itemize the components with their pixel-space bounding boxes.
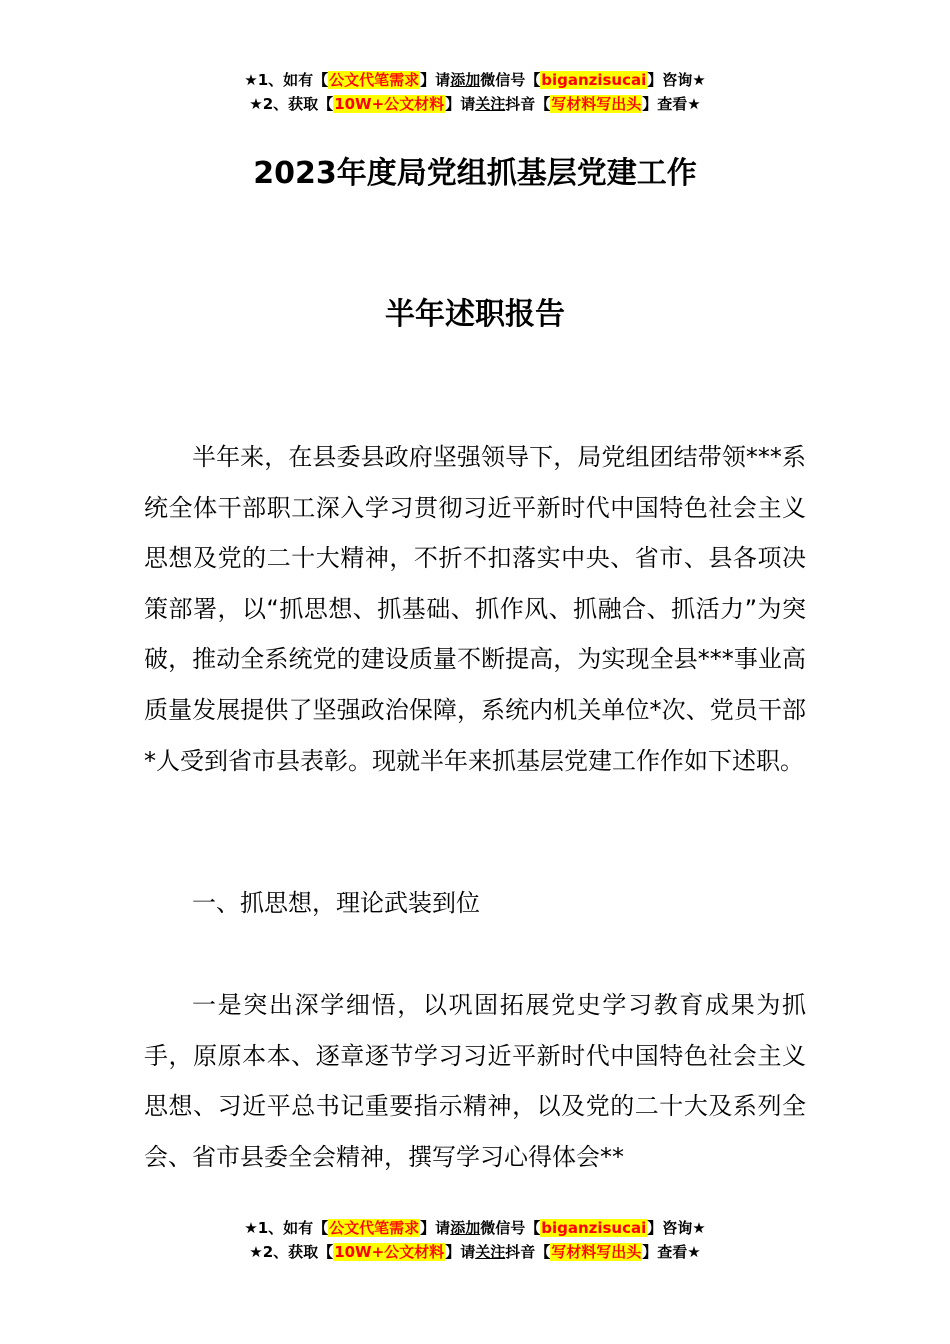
- banner-line-1-suffix: 】咨询★: [647, 71, 706, 89]
- banner-highlight-wechat-id: biganzisucai: [541, 71, 647, 89]
- footer-line-1-prefix: ★1、如有【: [244, 1219, 329, 1237]
- banner-line-1-prefix: ★1、如有【: [244, 71, 329, 89]
- footer-banner: [0, 1216, 950, 1264]
- header-banner: [0, 68, 950, 116]
- footer-highlight-materials: 10W+公文材料: [334, 1243, 445, 1261]
- footer-highlight-ghostwriting: 公文代笔需求: [329, 1219, 420, 1237]
- footer-underlined-add: 添加: [450, 1219, 481, 1237]
- footer-highlight-douyin-account: 写材料写出头: [551, 1243, 642, 1261]
- banner-line-2-middle1: 】请: [445, 95, 476, 113]
- banner-underlined-add: 添加: [450, 71, 481, 89]
- document-title-line-1: 2023年度局党组抓基层党建工作: [253, 156, 697, 191]
- footer-line-2-prefix: ★2、获取【: [249, 1243, 334, 1261]
- banner-line-2-middle2: 抖音【: [505, 95, 551, 113]
- body-paragraph-2: 一是突出深学细悟，以巩固拓展党史学习教育成果为抓手，原原本本、逐章逐节学习习近平新时代中国特色社会主义思想、习近平总书记重要指示精神，以及党的二十大及系列全会、省市县委全会精神，撰写学习心得体会**: [144, 991, 806, 1171]
- banner-line-1-middle1: 】请: [420, 71, 451, 89]
- section-heading-1: 一、抓思想，理论武装到位: [192, 889, 480, 917]
- banner-line-2: [0, 92, 950, 116]
- banner-line-2-suffix: 】查看★: [642, 95, 701, 113]
- banner-highlight-materials: 10W+公文材料: [334, 95, 445, 113]
- footer-line-1-middle2: 微信号【: [480, 1219, 541, 1237]
- footer-line-2-middle2: 抖音【: [505, 1243, 551, 1261]
- body-paragraph-1: 半年来，在县委县政府坚强领导下，局党组团结带领***系统全体干部职工深入学习贯彻习近平新时代中国特色社会主义思想及党的二十大精神，不折不扣落实中央、省市、县各项决策部署，以“抓思想、抓基础、抓作风、抓融合、抓活力”为突破，推动全系统党的建设质量不断提高，为实现全县***事业高质量发展提供了坚强政治保障，系统内机关单位*次、党员干部*人受到省市县表彰。现就半年来抓基层党建工作作如下述职。: [144, 443, 806, 775]
- footer-line-2-suffix: 】查看★: [642, 1243, 701, 1261]
- banner-line-1: [0, 68, 950, 92]
- banner-line-1-middle2: 微信号【: [480, 71, 541, 89]
- footer-highlight-wechat-id: biganzisucai: [541, 1219, 647, 1237]
- footer-underlined-follow: 关注: [475, 1243, 506, 1261]
- banner-line-2-prefix: ★2、获取【: [249, 95, 334, 113]
- footer-line-1-suffix: 】咨询★: [647, 1219, 706, 1237]
- footer-line-2-middle1: 】请: [445, 1243, 476, 1261]
- footer-banner-line-2: [0, 1240, 950, 1264]
- footer-banner-line-1: [0, 1216, 950, 1240]
- banner-highlight-ghostwriting: 公文代笔需求: [329, 71, 420, 89]
- banner-underlined-follow: 关注: [475, 95, 506, 113]
- banner-highlight-douyin-account: 写材料写出头: [551, 95, 642, 113]
- document-title-line-2: 半年述职报告: [385, 297, 565, 332]
- footer-line-1-middle1: 】请: [420, 1219, 451, 1237]
